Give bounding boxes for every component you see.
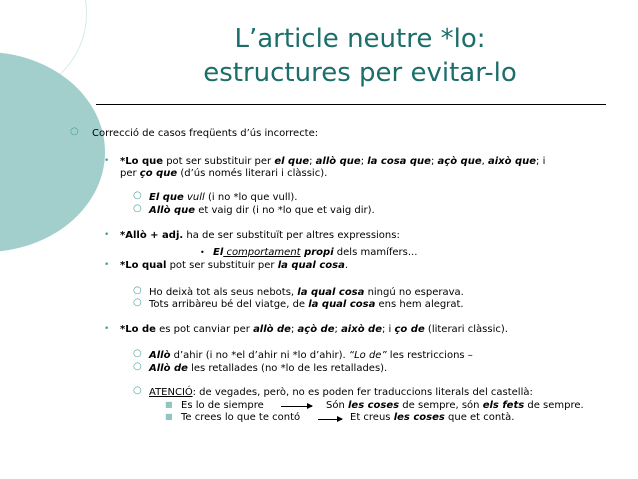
- small-dot-bullet-icon: •: [200, 248, 205, 257]
- section3-example2: Tots arribàreu bé del viatge, de la qual cosa ens hem alegrat.: [149, 299, 464, 310]
- section1-example1: El que vull (i no *lo que vull).: [149, 192, 298, 203]
- sub2-spanish: Te crees lo que te contó: [181, 412, 301, 423]
- ring-bullet-icon: ○: [133, 190, 142, 201]
- square-bullet-icon: ■: [165, 412, 173, 421]
- title-divider: [96, 104, 606, 105]
- section4-attention: ATENCIÓ: de vegades, però, no es poden fer traduccions literals del castellà:: [149, 387, 533, 398]
- ring-bullet-icon: ○: [133, 385, 142, 396]
- ring-bullet-icon: ○: [133, 285, 142, 296]
- arrow-right-icon: [318, 419, 342, 420]
- section4-line1: *Lo de es pot canviar per allò de; açò de; això de; i ço de (literari clàssic).: [120, 324, 508, 335]
- ring-bullet-icon: ○: [133, 297, 142, 308]
- dot-bullet-icon: •: [104, 260, 110, 270]
- dot-bullet-icon: •: [104, 230, 110, 240]
- section2-line1: *Allò + adj. ha de ser substituït per altres expressions:: [120, 230, 400, 241]
- title-line-2: estructures per evitar-lo: [203, 58, 517, 88]
- title-line-1: L’article neutre *lo:: [234, 24, 486, 54]
- section3-line1: *Lo qual pot ser substituir per la qual cosa.: [120, 260, 349, 271]
- sub2-catalan: Et creus les coses que et contà.: [350, 412, 515, 423]
- ring-bullet-icon: ○: [133, 348, 142, 359]
- section4-example2: Allò de les retallades (no *lo de les retallades).: [149, 363, 388, 374]
- sub1-catalan: Són les coses de sempre, són els fets de sempre.: [326, 400, 584, 411]
- arrow-right-icon: [281, 406, 312, 407]
- ring-bullet-icon: ○: [70, 126, 79, 137]
- ring-bullet-icon: ○: [133, 203, 142, 214]
- dot-bullet-icon: •: [104, 156, 110, 166]
- dot-bullet-icon: •: [104, 324, 110, 334]
- section1-line2: per ço que (d’ús només literari i clàssic).: [120, 168, 328, 179]
- square-bullet-icon: ■: [165, 400, 173, 409]
- section1-example2: Allò que et vaig dir (i no *lo que et vaig dir).: [149, 205, 375, 216]
- sub1-spanish: Es lo de siempre: [181, 400, 264, 411]
- ring-bullet-icon: ○: [133, 361, 142, 372]
- section2-example1: El comportament propi dels mamífers...: [213, 247, 418, 258]
- intro-text: Correcció de casos freqüents d’ús incorrecte:: [92, 128, 319, 139]
- slide-title: [90, 22, 630, 90]
- section1-line1: *Lo que pot ser substituir per el que; allò que; la cosa que; açò que, això que; i: [120, 156, 546, 167]
- section3-example1: Ho deixà tot als seus nebots, la qual cosa ningú no esperava.: [149, 287, 464, 298]
- section4-example1: Allò d’ahir (i no *el d’ahir ni *lo d’ahir). “Lo de” les restriccions –: [149, 350, 473, 361]
